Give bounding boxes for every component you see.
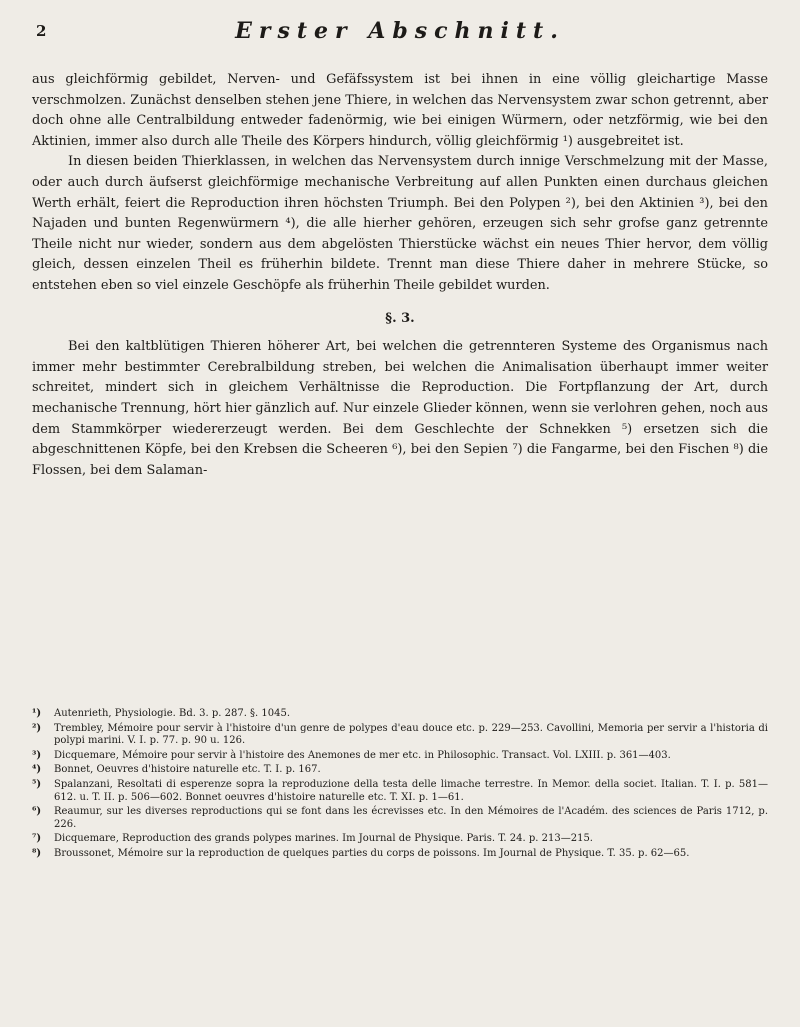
running-head: Erster Abschnitt. (235, 18, 565, 44)
footnote-text: Reaumur, sur les diverses reproductions qui se font dans les écrevisses etc. In den Mémoires de l'Académ. des sciences de Paris 1712, p. 226. (54, 806, 768, 830)
page-number: 2 (36, 22, 47, 40)
footnote-text: Dicquemare, Reproduction des grands polypes marines. Im Journal de Physique. Paris. T. 24. p. 213—215. (54, 833, 593, 845)
footnote-mark: ⁷) (32, 833, 42, 845)
footnote-mark: ⁴) (32, 764, 42, 776)
footnote-text: Bonnet, Oeuvres d'histoire naturelle etc. T. I. p. 167. (54, 764, 321, 776)
footnote (32, 764, 768, 777)
body-text (32, 70, 768, 481)
footnote (32, 708, 768, 721)
paragraph: In diesen beiden Thierklassen, in welchen das Nervensystem durch innige Verschmelzung mit der Masse, oder auch durch äufserst gleichförmige mechanische Verbreitung auf allen Punkten einen durchaus gleichen Werth erhält, feiert die Reproduction ihren höchsten Triumph. Bei den Polypen ²), bei den Aktinien ³), bei den Najaden und bunten Regenwürmern ⁴), die alle hierher gehören, erzeugen sich sehr grofse ganz getrennte Theile nicht nur wieder, sondern aus dem abgelösten Thierstücke wächst ein neues Thier hervor, dem völlig gleich, dessen einzelen Theil es früherhin bildete. Trennt man diese Thiere daher in mehrere Stücke, so entstehen eben so viel einzele Geschöpfe als früherhin Theile gebildet wurden. (32, 154, 768, 293)
footnote-text: Broussonet, Mémoire sur la reproduction de quelques parties du corps de poissons. Im Journal de Physique. T. 35. p. 62—65. (54, 847, 690, 859)
footnote-mark: ⁸) (32, 847, 42, 859)
footnote-mark: ²) (32, 722, 42, 734)
paragraph: Bei den kaltblütigen Thieren höherer Art, bei welchen die getrennteren Systeme des Organismus nach immer mehr bestimmter Cerebralbildung streben, bei welchen die Animalisation überhaupt immer weiter schreitet, mindert sich in gleichem Verhältnisse die Reproduction. Die Fortpflanzung der Art, durch mechanische Trennung, hört hier gänzlich auf. Nur einzele Glieder können, wenn sie verlohren gehen, noch aus dem Stammkörper wiedererzeugt werden. Bei dem Geschlechte der Schnekken ⁵) ersetzen sich die abgeschnittenen Köpfe, bei den Krebsen die Scheeren ⁶), bei den Sepien ⁷) die Fangarme, bei den Fischen ⁸) die Flossen, bei dem Salaman- (32, 339, 768, 478)
footnote (32, 848, 768, 861)
footnote-mark: ⁶) (32, 806, 42, 818)
footnote-mark: ³) (32, 749, 42, 761)
page-header (32, 18, 768, 50)
footnote (32, 723, 768, 748)
paragraph: aus gleichförmig gebildet, Nerven- und Gefäfssystem ist bei ihnen in eine völlig gleichartige Masse verschmolzen. Zunächst denselben stehen jene Thiere, in welchen das Nervensystem zwar schon getrennt, aber doch ohne alle Centralbildung entweder fadenörmig, wie bei einigen Würmern, oder netzförmig, wie bei den Aktinien, immer also durch alle Theile des Körpers hindurch, völlig gleichförmig ¹) ausgebreitet ist. (32, 72, 768, 149)
footnote (32, 779, 768, 804)
footnote-mark: ⁵) (32, 778, 42, 790)
footnote-mark: ¹) (32, 708, 42, 719)
footnote (32, 833, 768, 846)
footnote-text: Dicquemare, Mémoire pour servir à l'histoire des Anemones de mer etc. in Philosophic. Transact. Vol. LXIII. p. 361—403. (54, 749, 671, 761)
footnotes (32, 708, 768, 863)
footnote (32, 750, 768, 763)
section-heading: §. 3. (385, 310, 415, 326)
footnote (32, 806, 768, 831)
footnote-text: Trembley, Mémoire pour servir à l'histoire d'un genre de polypes d'eau douce etc. p. 229—253. Cavollini, Memoria per servir a l'historia di polypi marini. V. I. p. 77. p. 90 u. 126. (54, 722, 768, 747)
footnote-text: Autenrieth, Physiologie. Bd. 3. p. 287. §. 1045. (54, 708, 291, 719)
footnote-text: Spalanzani, Resoltati di esperenze sopra la reproduzione della testa delle limache terrestre. In Memor. della societ. Italian. T. I. p. 581—612. u. T. II. p. 506—602. Bonnet oeuvres d'histoire naturelle etc. T. XI. p. 1—61. (54, 778, 768, 803)
